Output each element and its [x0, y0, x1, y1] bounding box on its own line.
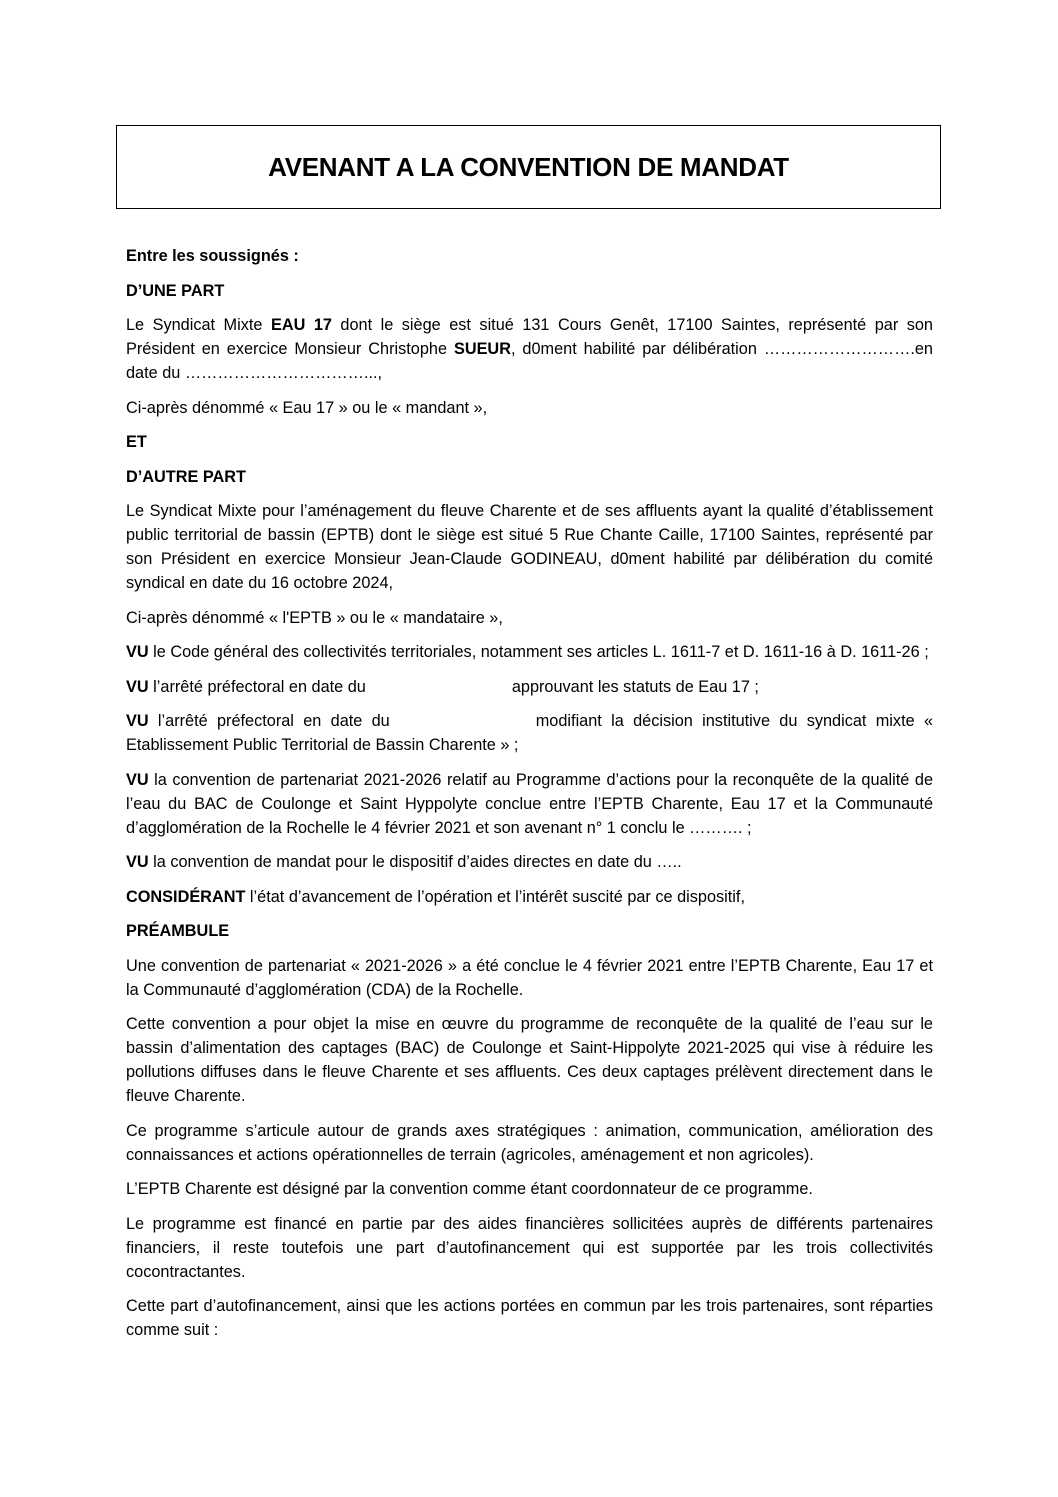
bold-text: VU	[126, 677, 149, 696]
bold-text: PRÉAMBULE	[126, 922, 230, 940]
bold-text: VU	[126, 853, 149, 871]
text: dont le siège est situé 131 Cours Genêt, 17100 Saintes, représenté par son Président en exercice Monsieur Christophe	[126, 316, 933, 358]
text: , d0ment habilité par délibération ……………………….en date du ……………………………...,	[126, 340, 933, 382]
paragraph	[126, 885, 933, 909]
paragraph	[126, 1119, 933, 1167]
text: Cette part d’autofinancement, ainsi que les actions portées en commun par les trois partenaires, sont réparties comme suit :	[126, 1297, 933, 1339]
text: l’état d’avancement de l’opération et l’intérêt suscité par ce dispositif,	[245, 887, 745, 906]
bold-text: D’UNE PART	[126, 281, 225, 300]
bold-text: ET	[126, 433, 147, 451]
text: la convention de partenariat 2021-2026 relatif au Programme d’actions pour la reconquête de la qualité de l’eau du BAC de Coulonge et Saint Hyppolyte conclue entre l’EPTB Charente, Eau 17 et la Communauté d’agglomération de la Rochelle le 4 février 2021 et son avenant n° 1 conclu le ………. ;	[126, 770, 933, 837]
paragraph	[126, 675, 933, 699]
paragraph	[126, 1177, 933, 1201]
paragraph	[126, 850, 933, 874]
text: modifiant la décision institutive du syndicat mixte « Etablissement Public Territorial de Bassin Charente » ;	[126, 712, 934, 754]
paragraph	[126, 606, 933, 630]
paragraph	[126, 919, 933, 943]
text: L’EPTB Charente est désigné par la convention comme étant coordonnateur de ce programme.	[126, 1180, 813, 1198]
paragraph	[126, 430, 933, 454]
bold-text: VU	[126, 712, 149, 730]
bold-text: EAU 17	[270, 316, 332, 334]
paragraph	[126, 499, 933, 595]
text: Ci-après dénommé « l'EPTB » ou le « mandataire »,	[126, 608, 503, 627]
paragraph	[126, 768, 933, 840]
text: Ce programme s’articule autour de grands axes stratégiques : animation, communication, amélioration des connaissances et actions opérationnelles de terrain (agricoles, aménagement et non agricoles).	[126, 1121, 933, 1164]
bold-text: VU	[126, 643, 149, 661]
paragraph	[126, 709, 933, 757]
paragraph	[126, 313, 933, 385]
text: l’arrêté préfectoral en date du	[148, 677, 366, 696]
bold-text: Entre les soussignés :	[126, 247, 299, 265]
document-title: AVENANT A LA CONVENTION DE MANDAT	[268, 151, 789, 182]
text: l’arrêté préfectoral en date du	[148, 712, 390, 730]
bold-text: VU	[126, 770, 149, 789]
text: approuvant les statuts de Eau 17 ;	[511, 677, 759, 696]
text: Une convention de partenariat « 2021-2026 » a été conclue le 4 février 2021 entre l’EPTB Charente, Eau 17 et la Communauté d’agglomération (CDA) de la Rochelle.	[126, 956, 933, 999]
text: Le Syndicat Mixte pour l’aménagement du fleuve Charente et de ses affluents ayant la qualité d’établissement public territorial de bassin (EPTB) dont le siège est situé 5 Rue Chante Caille, 17100 Saintes, représenté par son Président en exercice Monsieur Jean-Claude GODINEAU, d0ment habilité par délibération du comité syndical en date du 16 octobre 2024,	[126, 502, 933, 592]
text: Le programme est financé en partie par des aides financières sollicitées auprès de différents partenaires financiers, il reste toutefois une part d’autofinancement qui est supportée par les trois collectivités cocontractantes.	[126, 1214, 933, 1281]
text: Ci-après dénommé « Eau 17 » ou le « mandant »,	[126, 398, 488, 417]
paragraph	[126, 1012, 933, 1108]
paragraph	[126, 244, 933, 268]
paragraph	[126, 640, 933, 664]
bold-text: D’AUTRE PART	[126, 467, 246, 486]
text: Le Syndicat Mixte	[126, 316, 271, 334]
paragraph	[126, 1212, 933, 1284]
bold-text: CONSIDÉRANT	[126, 887, 246, 906]
paragraph	[126, 279, 933, 303]
paragraph	[126, 954, 933, 1002]
text: la convention de mandat pour le dispositif d’aides directes en date du …..	[148, 853, 682, 871]
paragraph	[126, 465, 933, 489]
paragraph	[126, 1294, 933, 1342]
text: le Code général des collectivités territoriales, notamment ses articles L. 1611-7 et D. 1611-16 à D. 1611-26 ;	[148, 643, 929, 661]
paragraph	[126, 396, 933, 420]
document-body	[126, 244, 933, 1353]
text: Cette convention a pour objet la mise en œuvre du programme de reconquête de la qualité de l’eau sur le bassin d’alimentation des captages (BAC) de Coulonge et Saint-Hippolyte 2021-2025 qui vise à réduire les pollutions diffuses dans le fleuve Charente et ses affluents. Ces deux captages prélèvent directement dans le fleuve Charente.	[126, 1015, 933, 1105]
title-box	[116, 125, 941, 209]
bold-text: SUEUR	[453, 340, 511, 358]
